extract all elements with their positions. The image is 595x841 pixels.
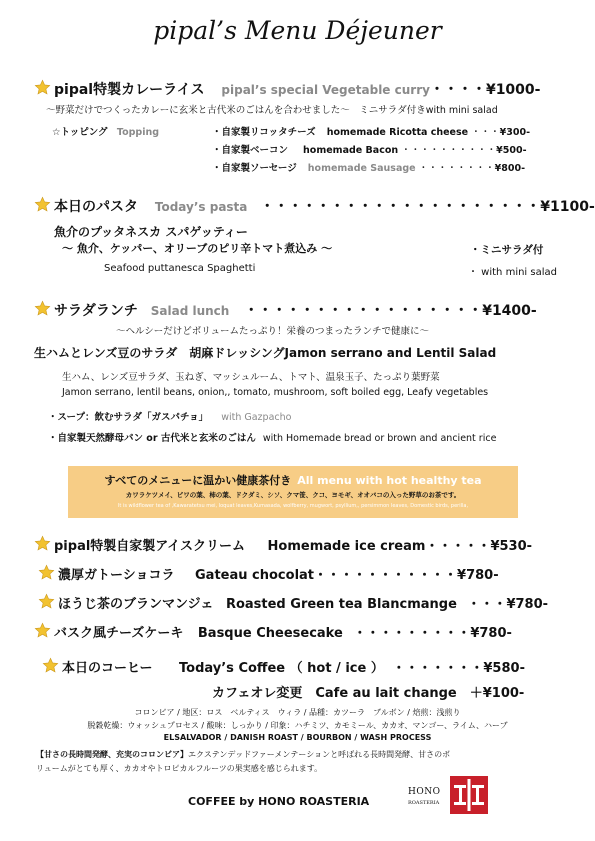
salad-heading [34, 300, 537, 320]
pasta-mini-salad-jp: ・ミニサラダ付 [470, 244, 544, 256]
coffee-name-jp: 本日のコーヒー [62, 661, 153, 676]
coffee-note-heading: 【甘さの長時間発酵、充実のコロンビア】 [36, 750, 188, 759]
soup-en: with Gazpacho [221, 412, 292, 423]
salad-bread [48, 430, 496, 444]
star-icon [38, 564, 55, 581]
coffee-spec-origin: コロンビア / 地区：ロス ベルティス ウィラ / 品種：カツーラ ブルボン / 焙煎：浅煎り [134, 708, 461, 717]
curry-name-en: pipal’s special Vegetable curry [221, 83, 430, 97]
topping-en: Topping [116, 127, 160, 138]
salad-name-en: Salad lunch [150, 304, 230, 318]
coffee-spec-profile: 脱穀乾燥：ウォッシュプロセス / 酸味：しっかり / 印象：ハチミツ、カモミール、カカオ、マンゴー、ライム、ハーブ [87, 721, 508, 730]
coffee-name-en: Today’s Coffee （ hot / ice ） [179, 661, 384, 676]
salad-soup [48, 409, 291, 423]
banner-en: All menu with hot healthy tea [297, 474, 482, 487]
topping-jp: ☆トッピング [52, 127, 108, 138]
logo-wordmark: HONO [408, 787, 441, 797]
pasta-dish-jp: 魚介のプッタネスカ スパゲッティー [54, 225, 248, 239]
topping-price: ¥300- [499, 127, 531, 138]
dessert-price: ¥780- [457, 568, 499, 583]
topping-dots: ・・・ [471, 127, 500, 138]
star-icon [34, 300, 51, 317]
topping-name-jp: ・自家製ソーセージ [212, 163, 297, 174]
topping-item [212, 124, 530, 138]
dessert-item [34, 535, 532, 554]
dessert-name-en: Homemade ice cream [267, 539, 426, 554]
dessert-price: ¥780- [506, 597, 549, 612]
topping-price: ¥800- [494, 163, 526, 174]
dessert-dots: ・・・・・・・・・・・ [314, 568, 458, 583]
cafe-au-lait-option: カフェオレ変更 Cafe au lait change ＋¥100- [212, 686, 525, 701]
pasta-dots: ・・・・・・・・・・・・・・・・・・・・ [260, 199, 541, 215]
curry-heading [34, 79, 540, 99]
star-icon [42, 657, 59, 674]
star-icon [34, 622, 51, 639]
topping-label [52, 124, 159, 138]
banner-jp: すべてのメニューに温かい健康茶付き [104, 474, 292, 487]
dessert-name-jp: バスク風チーズケーキ [54, 626, 184, 641]
bread-jp: ・自家製天然酵母パン or 古代米と玄米のごはん [48, 433, 256, 444]
page-title: pipal’s Menu Déjeuner [153, 16, 442, 45]
banner-ingredients-jp: カワラケツメイ、ビワの葉、柿の葉、ドクダミ、シソ、クマ笹、クコ、ヨモギ、オオバコの入った野草のお茶です。 [125, 491, 461, 499]
topping-item [212, 142, 527, 156]
salad-ingredients-jp: 生ハム、レンズ豆サラダ、玉ねぎ、マッシュルーム、トマト、温泉玉子、たっぷり葉野菜 [62, 372, 440, 383]
dessert-dots: ・・・・・ [425, 539, 491, 554]
topping-name-en: homemade Sausage [307, 163, 416, 174]
coffee-spec-process: ELSALVADOR / DANISH ROAST / BOURBON / WASH PROCESS [163, 733, 432, 742]
salad-dots: ・・・・・・・・・・・・・・・・・ [244, 303, 483, 319]
star-icon [34, 535, 51, 552]
pasta-mini-salad-en: ・ with mini salad [468, 267, 557, 278]
dessert-dots: ・・・ [467, 597, 507, 612]
dessert-item [34, 622, 512, 641]
banner-heading [68, 472, 518, 488]
star-icon [38, 593, 55, 610]
dessert-item [38, 593, 548, 612]
coffee-note-line1 [36, 749, 450, 760]
topping-dots: ・・・・・・・・・・ [401, 145, 497, 156]
pasta-dish-en: Seafood puttanesca Spaghetti [104, 263, 256, 274]
topping-price: ¥500- [496, 145, 527, 156]
dessert-item [38, 564, 499, 583]
healthy-tea-banner [68, 466, 518, 518]
star-icon [34, 79, 51, 96]
coffee-dots: ・・・・・・・ [392, 661, 484, 676]
topping-dots: ・・・・・・・・ [418, 163, 495, 174]
curry-price: ¥1000- [485, 82, 541, 98]
footer-credit: COFFEE by HONO ROASTERIA [188, 795, 370, 808]
curry-name-jp: pipal特製カレーライス [54, 82, 205, 98]
topping-item [212, 160, 525, 174]
dessert-name-jp: pipal特製自家製アイスクリーム [54, 539, 245, 554]
topping-name-en: homemade Bacon [303, 145, 399, 156]
pasta-heading [34, 196, 595, 216]
dessert-name-jp: ほうじ茶のブランマンジェ [58, 597, 214, 612]
dessert-price: ¥530- [490, 539, 533, 554]
dessert-dots: ・・・・・・・・・ [353, 626, 471, 641]
salad-description: 〜ヘルシーだけどボリュームたっぷり！栄養のつまったランチで健康に〜 [116, 326, 429, 337]
dessert-name-en: Basque Cheesecake [197, 626, 343, 641]
salad-ingredients-en: Jamon serrano, lentil beans, onion,, tomato, mushroom, soft boiled egg, Leafy vegetables [62, 387, 489, 398]
coffee-note-text: エクステンデッドファーメンテーションと呼ばれる長時間発酵、甘さのボ [188, 750, 451, 759]
coffee-price: ¥580- [483, 661, 525, 676]
logo-wordmark-sub: ROASTERIA [408, 800, 440, 806]
dessert-name-jp: 濃厚ガトーショコラ [58, 568, 175, 583]
dessert-price: ¥780- [470, 626, 512, 641]
pasta-dish-sub: 〜 魚介、ケッパー、オリーブのピリ辛トマト煮込み 〜 [62, 242, 333, 255]
soup-jp: ・スープ：飲むサラダ「ガスパチョ」 [48, 412, 209, 423]
dessert-name-en: Gateau chocolat [195, 568, 315, 583]
coffee-note-line2: リュームがとても厚く、カカオやトロピカルフルーツの果実感を感じられます。 [36, 764, 323, 773]
pasta-name-en: Today’s pasta [154, 200, 248, 214]
topping-name-jp: ・自家製リコッタチーズ [212, 127, 316, 138]
banner-ingredients-en: It is wildflower tea of ,Kawaratetsu mei, loquat leaves,Kumasada, wolfberry, mugwort, psyllium,, persimmon leaves, Domestic birds, perilla, [117, 503, 469, 509]
pasta-price: ¥1100- [540, 199, 595, 215]
coffee-heading [42, 657, 525, 676]
salad-name-jp: サラダランチ [54, 303, 138, 319]
salad-dish-name: 生ハムとレンズ豆のサラダ 胡麻ドレッシングJamon serrano and Lentil Salad [34, 346, 497, 360]
curry-description: 〜野菜だけでつくったカレーに玄米と古代米のごはんを合わせました〜 ミニサラダ付きwith mini salad [46, 105, 498, 116]
hono-roasteria-logo-icon [450, 776, 488, 814]
salad-price: ¥1400- [482, 303, 537, 319]
dessert-name-en: Roasted Green tea Blancmange [225, 597, 457, 612]
star-icon [34, 196, 51, 213]
topping-name-jp: ・自家製ベーコン [212, 145, 289, 156]
bread-en: with Homemade bread or brown and ancient rice [262, 433, 497, 444]
topping-name-en: homemade Ricotta cheese [326, 127, 469, 138]
curry-dots: ・・・・ [429, 82, 486, 98]
pasta-name-jp: 本日のパスタ [54, 199, 138, 215]
